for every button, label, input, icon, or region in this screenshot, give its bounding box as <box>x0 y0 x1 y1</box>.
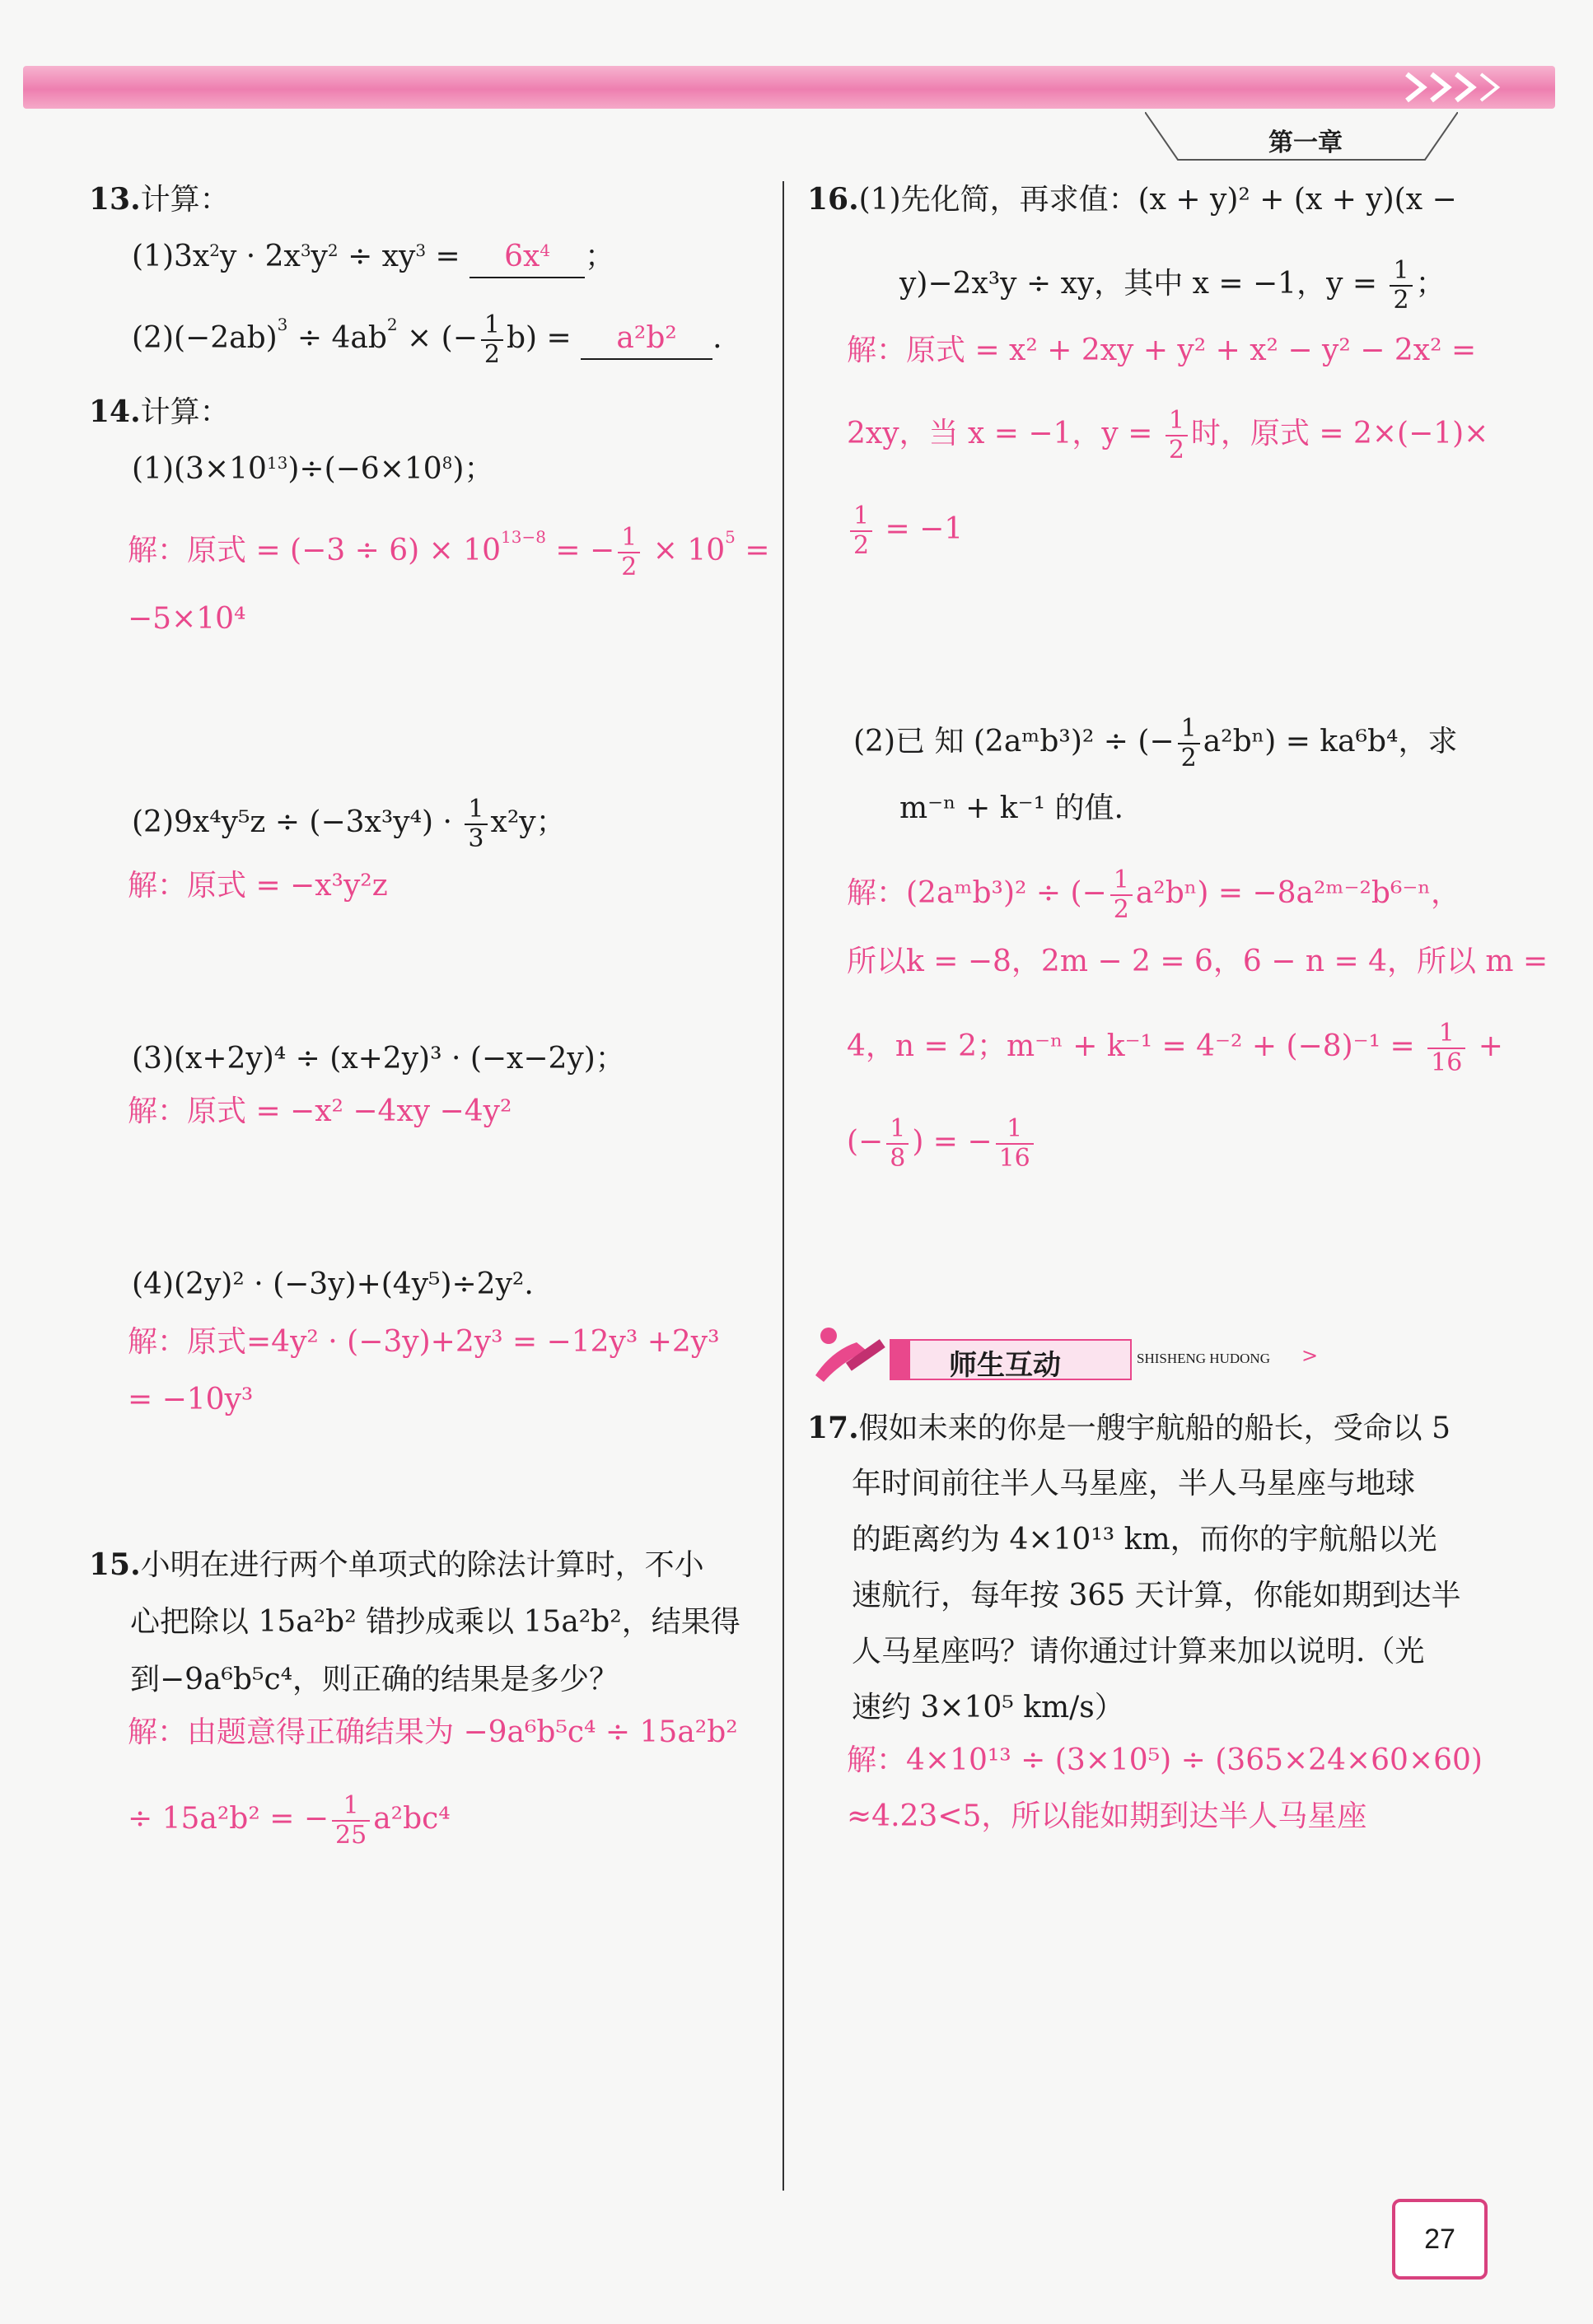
solution-17-line-2: ≈4.23<5，所以能如期到达半人马星座 <box>847 1799 1367 1833</box>
question-15-line-3: 到−9a⁶b⁵c⁴，则正确的结果是多少？ <box>130 1663 619 1696</box>
question-13-heading: 13.计算： <box>89 182 230 217</box>
answer-blank-13-2: a²b² <box>581 319 712 360</box>
section-banner-title: 师生互动 <box>949 1350 1061 1381</box>
question-17-line-1: 17.假如未来的你是一艘宇航船的船长，受命以 5 <box>807 1411 1451 1445</box>
question-14-part-3: (3)(x+2y)⁴ ÷ (x+2y)³ · (−x−2y)； <box>132 1042 625 1076</box>
question-13-part-1: $(1)3x^2y \cdot 2x^3y^2 \div xy^3 = 6x^4$ ； <box>132 237 614 278</box>
solution-16-1-line-1: 解：原式 = x² + 2xy + y² + x² − y² − 2x² = <box>847 334 1477 367</box>
section-banner-pinyin: SHISHENG HUDONG <box>1137 1351 1270 1366</box>
question-17-line-5: 人马星座吗？请你通过计算来加以说明.（光 <box>852 1635 1425 1668</box>
chevron-arrows-icon <box>1399 69 1514 105</box>
fraction-sixteenth: $\frac{1}{16}$ <box>1427 1020 1465 1077</box>
solution-15-line-1: 解：由题意得正确结果为 −9a⁶b⁵c⁴ ÷ 15a²b² <box>128 1715 738 1749</box>
section-banner-box <box>890 1339 1132 1380</box>
fraction-sixteenth: $\frac{1}{16}$ <box>996 1115 1034 1173</box>
column-divider <box>782 181 784 2191</box>
solution-15-line-2: ÷ 15a²b² = − $\frac{1}{25}$ a²bc⁴ <box>128 1791 451 1850</box>
question-17-line-2: 年时间前往半人马星座，半人马星座与地球 <box>852 1467 1416 1500</box>
solution-16-2-line-4: (− $\frac{1}{8}$ ) = − $\frac{1}{16}$ <box>847 1115 1037 1173</box>
fraction-half: $\frac{1}{2}$ <box>1110 866 1133 924</box>
question-14-part-4: (4)(2y)² · (−3y)+(4y⁵)÷2y². <box>132 1267 534 1301</box>
question-13-part-2: $(2)(-2ab)^3 \div 4ab^2$ × (− $\frac{1}{2}$ b) = a²b² . <box>132 310 722 369</box>
solution-14-4-line-2: = −10y³ <box>128 1383 254 1416</box>
question-17-line-6: 速约 3×10⁵ km/s） <box>852 1691 1124 1724</box>
solution-16-1-line-3: $\frac{1}{2}$ = −1 <box>847 502 963 560</box>
solution-16-2-line-3: 4，n = 2；m⁻ⁿ + k⁻¹ = 4⁻² + (−8)⁻¹ = $\frac{1}{16}$ + <box>847 1019 1503 1077</box>
solution-14-3: 解：原式 = −x² −4xy −4y² <box>128 1094 512 1128</box>
fraction-twenty-fifth: $\frac{1}{25}$ <box>332 1792 370 1850</box>
solution-16-2-line-2: 所以k = −8，2m − 2 = 6，6 − n = 4，所以 m = <box>847 945 1549 978</box>
fraction-third: $\frac{1}{3}$ <box>465 796 487 853</box>
fraction-half: $\frac{1}{2}$ <box>850 502 872 560</box>
fraction-half: $\frac{1}{2}$ <box>1178 715 1200 772</box>
solution-17-line-1: 解：4×10¹³ ÷ (3×10⁵) ÷ (365×24×60×60) <box>847 1743 1483 1777</box>
question-14-part-1: $(1)(3\times 10^{13})\div(-6\times 10^8)$； <box>132 452 494 486</box>
solution-16-2-line-1: 解：(2aᵐb³)² ÷ (− $\frac{1}{2}$ a²bⁿ) = −8a²ᵐ⁻²b⁶⁻ⁿ， <box>847 866 1460 924</box>
solution-14-2: 解：原式 = −x³y²z <box>128 869 388 903</box>
section-banner <box>807 1318 1351 1392</box>
solution-14-1-line-2: −5×10⁴ <box>128 602 246 636</box>
fraction-half: $\frac{1}{2}$ <box>618 524 640 581</box>
fraction-half: $\frac{1}{2}$ <box>481 311 503 369</box>
fraction-half: $\frac{1}{2}$ <box>1390 257 1412 315</box>
answer-blank-13-1: $6x^4$ <box>469 237 585 278</box>
arrow-right-icon: > <box>1301 1344 1319 1367</box>
question-17-line-4: 速航行，每年按 365 天计算，你能如期到达半 <box>852 1579 1461 1612</box>
question-15-line-1: 15.小明在进行两个单项式的除法计算时，不小 <box>89 1547 704 1582</box>
question-16-part-2-line-1: (2)已 知 (2aᵐb³)² ÷ (− $\frac{1}{2}$ a²bⁿ) = ka⁶b⁴，求 <box>853 714 1458 772</box>
question-17-line-3: 的距离约为 4×10¹³ km，而你的宇航船以光 <box>852 1523 1437 1556</box>
question-14-part-2: (2)9x⁴y⁵z ÷ (−3x³y⁴) · $\frac{1}{3}$ x²y； <box>132 795 566 853</box>
chapter-tab <box>1145 112 1458 163</box>
solution-16-1-line-2: 2xy，当 x = −1，y = $\frac{1}{2}$ 时，原式 = 2×(−1)× <box>847 406 1489 464</box>
pen-icon <box>807 1318 890 1392</box>
question-16-part-2-line-2: m⁻ⁿ + k⁻¹ 的值. <box>899 791 1124 825</box>
fraction-eighth: $\frac{1}{8}$ <box>886 1115 909 1173</box>
chapter-title: 第一章 <box>1268 129 1343 156</box>
question-15-line-2: 心把除以 15a²b² 错抄成乘以 15a²b²，结果得 <box>130 1605 740 1639</box>
fraction-half: $\frac{1}{2}$ <box>1166 407 1188 464</box>
header-band <box>23 66 1555 109</box>
question-16-part-1-line-2: y)−2x³y ÷ xy，其中 x = −1，y = $\frac{1}{2}$ ； <box>899 256 1446 315</box>
question-16-part-1-line-1: 16.(1)先化简，再求值：(x + y)² + (x + y)(x − <box>807 182 1457 217</box>
page-number: 27 <box>1392 2199 1488 2280</box>
solution-14-1: 解：原式 = $(-3 \div 6) \times 10^{13-8}$ = − $\frac{1}{2}$ × $10^5$ = <box>128 523 770 581</box>
solution-14-4: 解：原式=4y² · (−3y)+2y³ = −12y³ +2y³ <box>128 1325 720 1359</box>
question-14-heading: 14.计算： <box>89 394 230 429</box>
